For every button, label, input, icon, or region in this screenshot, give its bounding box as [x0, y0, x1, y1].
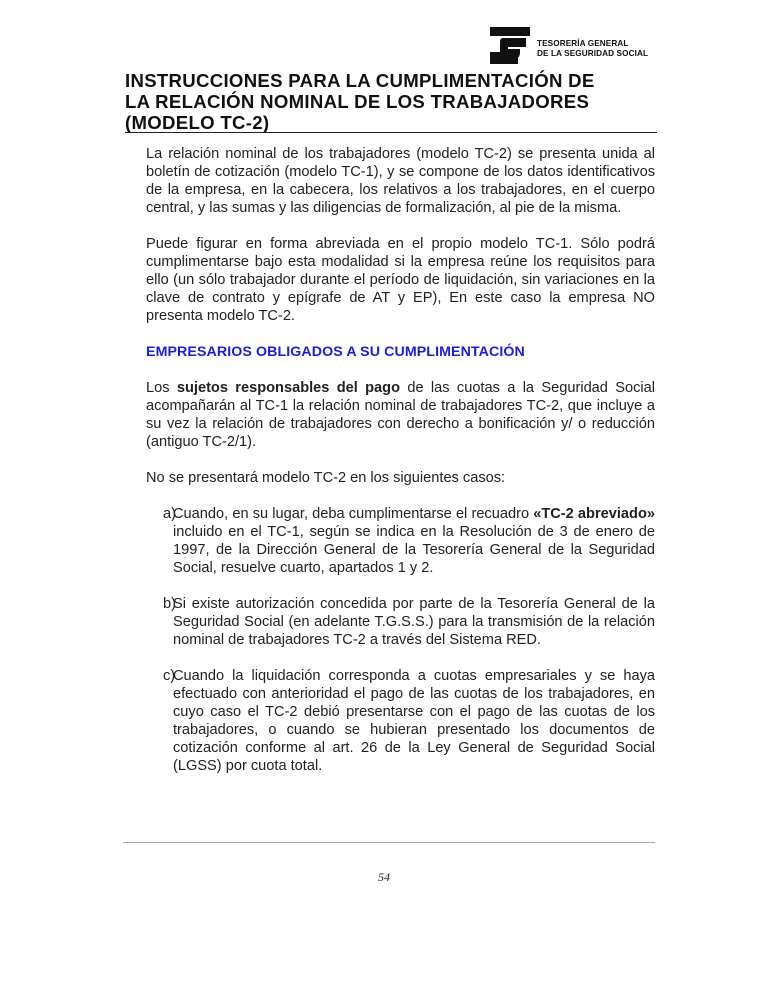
- document-body: [146, 145, 655, 775]
- list-label: a): [163, 506, 176, 522]
- list-label: b): [163, 596, 176, 612]
- title-line-3: (MODELO TC-2): [125, 112, 270, 133]
- title-line-2: LA RELACIÓN NOMINAL DE LOS TRABAJADORES: [125, 91, 590, 112]
- page-title: [125, 70, 665, 133]
- bold-text: «TC-2 abreviado»: [533, 506, 655, 522]
- text: Cuando, en su lugar, deba cumplimentarse el recuadro: [173, 506, 534, 522]
- paragraph-exceptions-intro: No se presentará modelo TC-2 en los siguientes casos:: [146, 470, 506, 486]
- bold-text: sujetos responsables del pago: [176, 380, 401, 396]
- page-number: 54: [378, 870, 390, 884]
- paragraph-responsible: [146, 379, 655, 451]
- org-name-line1: TESORERÍA GENERAL: [537, 39, 629, 48]
- list-item-b: [146, 595, 655, 649]
- list-item-c: [146, 667, 655, 775]
- paragraph-intro: La relación nominal de los trabajadores (modelo TC-2) se presenta unida al boletín de cotización (modelo TC-1), y se compone de los datos identificativos de la empresa, en la cabecera, los relativos a los trabajadores, en el cuerpo central, y las sumas y las diligencias de formalización, al pie de la misma.: [146, 146, 655, 216]
- title-line-1: INSTRUCCIONES PARA LA CUMPLIMENTACIÓN DE: [125, 70, 595, 91]
- text: Cuando la liquidación corresponda a cuotas empresariales y se haya efectuado con anterioridad el pago de las cuotas de los trabajadores, en cuyo caso el TC-2 debió presentarse con el pago de las cuotas de los trabajadores, o cuando se hubieran presentado los documentos de cotización conforme al art. 26 de la Ley General de Seguridad Social (LGSS) por cuota total.: [173, 668, 655, 774]
- text: Si existe autorización concedida por parte de la Tesorería General de la Seguridad Social (en adelante T.G.S.S.) para la transmisión de la relación nominal de trabajadores TC-2 a través del Sistema RED.: [173, 596, 655, 648]
- org-name: [537, 39, 648, 59]
- tgss-logo-icon: [490, 27, 530, 65]
- paragraph-abbreviated: Puede figurar en forma abreviada en el propio modelo TC-1. Sólo podrá cumplimentarse bajo esta modalidad si la empresa reúne los requisitos para ello (un sólo trabajador durante el período de liquidación, sin variaciones en la clave de contrato y epígrafe de AT y EP), En este caso la empresa NO presenta modelo TC-2.: [146, 236, 655, 324]
- text: Los: [146, 380, 177, 396]
- list-item-a: [146, 505, 655, 577]
- section-heading: EMPRESARIOS OBLIGADOS A SU CUMPLIMENTACIÓN: [146, 344, 525, 360]
- text: de las cuotas a la Seguridad Social acompañarán al TC-1 la relación nominal de trabajadores TC-2, que incluye a su vez la relación de trabajadores con derecho a bonificación y/ o reducción (antiguo TC-2/1).: [146, 380, 655, 450]
- org-name-line2: DE LA SEGURIDAD SOCIAL: [537, 49, 649, 58]
- title-divider: [125, 132, 657, 133]
- footer-divider: [123, 842, 655, 843]
- list-label: c): [163, 668, 176, 684]
- text: incluido en el TC-1, según se indica en la Resolución de 3 de enero de 1997, de la Dirección General de la Tesorería General de la Seguridad Social, resuelve cuarto, apartados 1 y 2.: [173, 524, 655, 576]
